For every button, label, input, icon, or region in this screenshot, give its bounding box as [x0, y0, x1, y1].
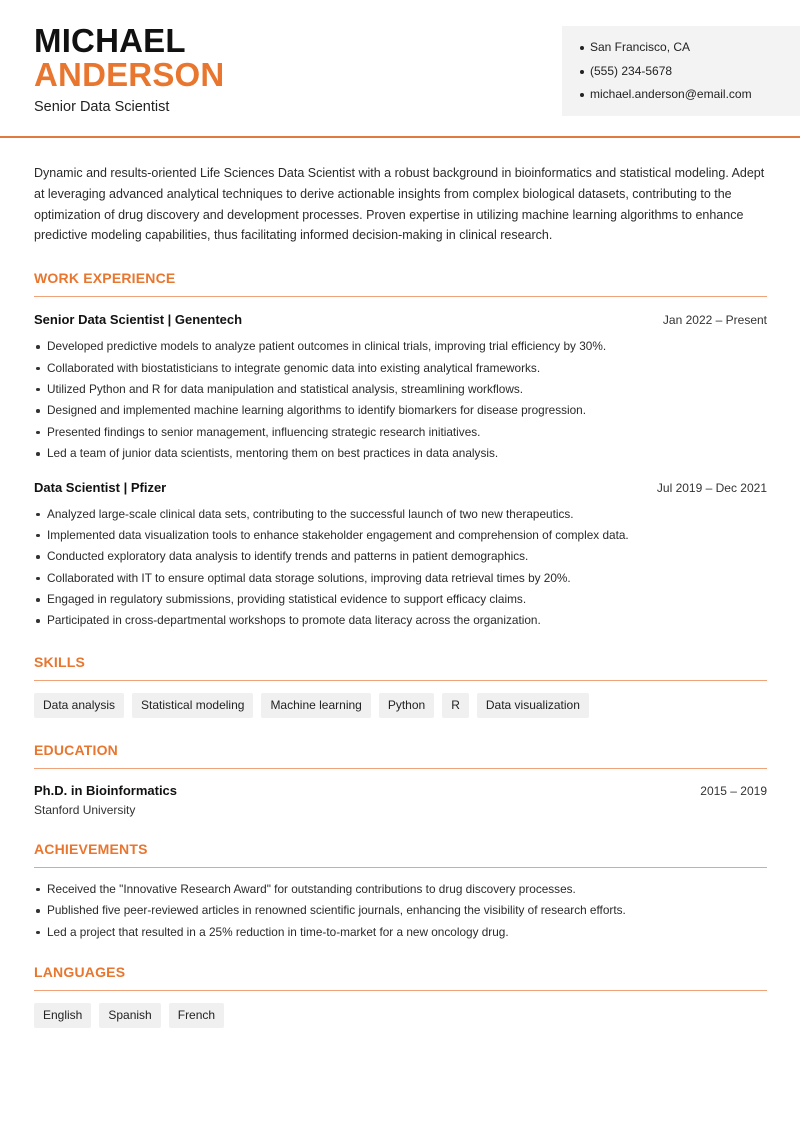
candidate-name — [34, 24, 224, 92]
list-item: Received the "Innovative Research Award" for outstanding contributions to drug discovery processes. — [34, 879, 767, 900]
list-item: Conducted exploratory data analysis to identify trends and patterns in patient demographics. — [34, 546, 767, 567]
list-item: Collaborated with biostatisticians to integrate genomic data into existing analytical frameworks. — [34, 358, 767, 379]
contact-location: San Francisco, CA — [580, 36, 800, 60]
languages-section — [34, 964, 767, 1028]
resume-body — [34, 163, 767, 1028]
skill-chip: Statistical modeling — [132, 693, 253, 718]
list-item: Analyzed large-scale clinical data sets, contributing to the successful launch of two new therapeutics. — [34, 504, 767, 525]
contact-box — [562, 26, 800, 116]
list-item: Utilized Python and R for data manipulation and statistical analysis, streamlining workflows. — [34, 379, 767, 400]
job-title: Senior Data Scientist | Genentech — [34, 312, 243, 328]
section-title-languages: LANGUAGES — [34, 964, 767, 991]
job-bullets — [34, 504, 767, 632]
work-experience-section — [34, 270, 767, 632]
list-item: Led a team of junior data scientists, mentoring them on best practices in data analysis. — [34, 443, 767, 464]
first-name: MICHAEL — [34, 22, 186, 59]
job-title: Data Scientist | Pfizer — [34, 479, 167, 495]
job-bullets — [34, 336, 767, 464]
list-item: Engaged in regulatory submissions, providing statistical evidence to support efficacy claims. — [34, 589, 767, 610]
skills-list — [34, 693, 767, 718]
education-section — [34, 742, 767, 817]
achievements-list — [34, 879, 767, 943]
skill-chip: R — [442, 693, 469, 718]
list-item: Published five peer-reviewed articles in renowned scientific journals, enhancing the visibility of research efforts. — [34, 900, 767, 921]
job-entry — [34, 480, 767, 632]
skills-section — [34, 654, 767, 718]
education-entry — [34, 783, 767, 817]
education-date: 2015 – 2019 — [700, 783, 767, 798]
skill-chip: Data analysis — [34, 693, 124, 718]
section-title-achievements: ACHIEVEMENTS — [34, 841, 767, 868]
language-chip: Spanish — [99, 1003, 160, 1028]
list-item: Developed predictive models to analyze patient outcomes in clinical trials, improving trial efficiency by 30%. — [34, 336, 767, 357]
skill-chip: Python — [379, 693, 434, 718]
language-chip: English — [34, 1003, 91, 1028]
section-title-skills: SKILLS — [34, 654, 767, 681]
skill-chip: Data visualization — [477, 693, 589, 718]
achievements-section — [34, 841, 767, 943]
job-entry — [34, 312, 767, 464]
list-item: Implemented data visualization tools to enhance stakeholder engagement and comprehension of complex data. — [34, 525, 767, 546]
job-date: Jul 2019 – Dec 2021 — [656, 480, 767, 495]
school-name: Stanford University — [34, 802, 136, 817]
section-title-work: WORK EXPERIENCE — [34, 270, 767, 297]
contact-email: michael.anderson@email.com — [580, 83, 800, 107]
last-name: ANDERSON — [34, 56, 225, 93]
list-item: Participated in cross-departmental workshops to promote data literacy across the organization. — [34, 610, 767, 631]
job-role: Senior Data Scientist — [34, 99, 170, 115]
list-item: Led a project that resulted in a 25% reduction in time-to-market for a new oncology drug. — [34, 922, 767, 943]
list-item: Designed and implemented machine learning algorithms to identify biomarkers for disease progression. — [34, 400, 767, 421]
resume-header — [0, 0, 800, 138]
summary-text: Dynamic and results-oriented Life Sciences Data Scientist with a robust background in bioinformatics and statistical modeling. Adept at leveraging advanced analytical techniques to derive actionable insights from complex biological datasets, contributing to the optimization of drug discovery and development processes. Proven expertise in utilizing machine learning algorithms to enhance predictive modeling capabilities, thus facilitating informed decision-making in clinical research. — [34, 166, 765, 243]
contact-phone: (555) 234-5678 — [580, 60, 800, 84]
degree-title: Ph.D. in Bioinformatics — [34, 782, 178, 798]
section-title-education: EDUCATION — [34, 742, 767, 769]
list-item: Presented findings to senior management, influencing strategic research initiatives. — [34, 422, 767, 443]
language-chip: French — [169, 1003, 224, 1028]
job-date: Jan 2022 – Present — [662, 313, 767, 328]
list-item: Collaborated with IT to ensure optimal data storage solutions, improving data retrieval times by 20%. — [34, 568, 767, 589]
languages-list — [34, 1003, 767, 1028]
skill-chip: Machine learning — [261, 693, 370, 718]
